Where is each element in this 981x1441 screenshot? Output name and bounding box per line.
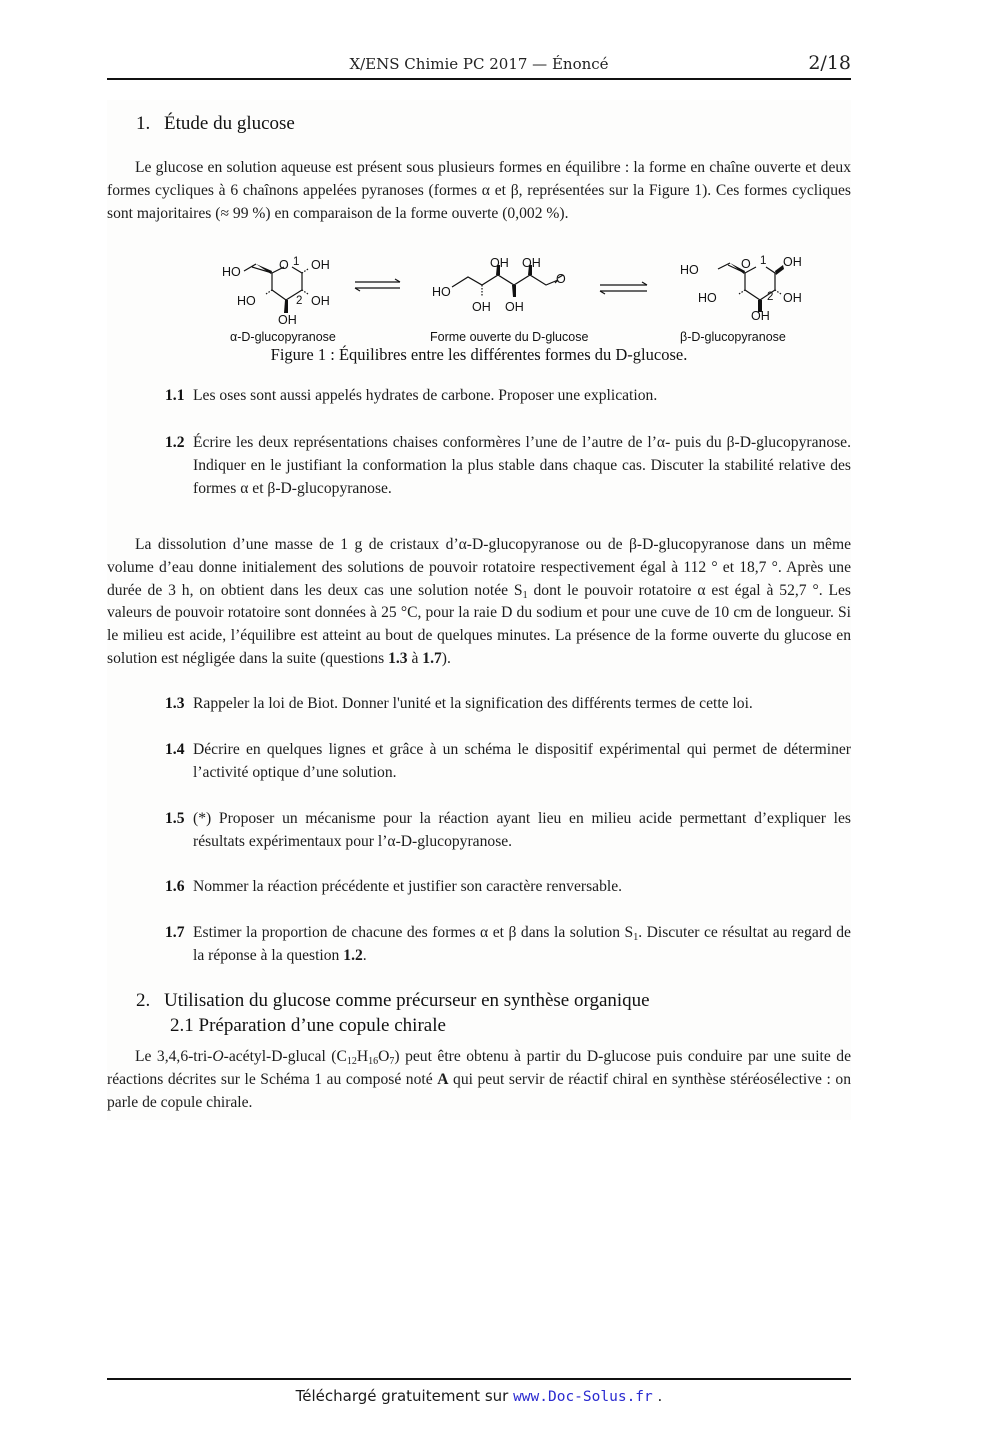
subscript: 1 (522, 589, 528, 601)
question-1-5 (165, 807, 851, 853)
paragraph-text: ). (441, 649, 451, 667)
paragraph-text: ) peut être obtenu à partir du D-glucose puis conduire par une suite de réactions décrites sur le Schéma 1 au composé noté (107, 1048, 851, 1088)
atom-label-ho: HO (680, 263, 699, 277)
compound-a-label: A (437, 1070, 449, 1088)
question-1-6 (165, 875, 851, 898)
atom-label-oh: OH (783, 255, 802, 269)
question-1-1 (165, 384, 851, 407)
equilibrium-arrows-2 (600, 282, 647, 294)
atom-label-oh: OH (505, 300, 524, 314)
question-text: Écrire les deux représentations chaises conformères l’une de l’autre de l’α- puis du β-D-glucopyranose. Indiquer en le justifiant la conformation la plus stable dans chaque cas. Discuter la stabilité relative des formes α et β-D-glucopyranose. (193, 434, 851, 497)
atom-label-ho: HO (698, 291, 717, 305)
question-text: (*) Proposer un mécanisme pour la réaction ayant lieu en milieu acide permettant d’expliquer les résultats expérimentaux pour l’α-D-glucopyranose. (193, 810, 851, 850)
atom-label-c1: 1 (760, 255, 767, 267)
atom-label-o: O (556, 272, 566, 286)
section-title: Étude du glucose (164, 113, 295, 134)
figure-caption: Figure 1 : Équilibres entre les différentes formes du D-glucose. (270, 345, 688, 364)
question-text: . Discuter ce résultat au regard de la réponse à la question (193, 924, 851, 964)
subscript: 16 (368, 1056, 379, 1067)
atom-label-oh: OH (490, 256, 509, 270)
beta-glucopyranose-structure (718, 263, 784, 312)
atom-label-oh: OH (311, 294, 330, 308)
atom-label-ho: HO (222, 265, 241, 279)
page-number: 2/18 (808, 52, 851, 74)
document-title: X/ENS Chimie PC 2017 — Énoncé (349, 55, 609, 73)
question-number: 1.3 (165, 695, 185, 712)
atom-label-oh: OH (783, 291, 802, 305)
alpha-glucopyranose-label: α-D-glucopyranose (230, 330, 336, 344)
question-1-3 (165, 692, 851, 715)
open-chain-glucose-label: Forme ouverte du D-glucose (430, 330, 589, 344)
question-text: Nommer la réaction précédente et justifier son caractère renversable. (193, 878, 623, 895)
paragraph-text: qui peut servir de réactif chiral en synthèse stéréosélective : on parle de copule chirale. (107, 1070, 851, 1111)
question-number: 1.2 (165, 434, 185, 451)
section-title: Utilisation du glucose comme précurseur en synthèse organique (164, 990, 650, 1011)
footer-text: Téléchargé gratuitement sur (295, 1387, 514, 1405)
question-text: Estimer la proportion de chacune des formes α et β dans la solution S (193, 924, 634, 941)
question-number: 1.1 (165, 387, 185, 404)
section-number: 1. (136, 113, 151, 134)
italic-o: O (212, 1048, 224, 1065)
atom-label-oh: OH (278, 313, 297, 327)
question-text: Les oses sont aussi appelés hydrates de carbone. Proposer une explication. (193, 387, 658, 404)
atom-label-ho: HO (237, 294, 256, 308)
paragraph-text: à (407, 649, 423, 667)
subscript: 7 (389, 1056, 395, 1067)
intro-paragraph: Le glucose en solution aqueuse est présent sous plusieurs formes en équilibre : la forme en chaîne ouverte et deux formes cycliques à 6 chaînons appelées pyranoses (formes α et β, représentées sur la Figure 1). Ces formes cycliques sont majoritaires (≈ 99 %) en comparaison de la forme ouverte (0,002 %). (107, 159, 851, 222)
question-reference: 1.7 (422, 649, 442, 667)
atom-label-ho: HO (432, 285, 451, 299)
section-1-heading (136, 113, 295, 135)
beta-glucopyranose-label: β-D-glucopyranose (680, 330, 786, 344)
formula-o: O (378, 1048, 390, 1065)
page-header (107, 52, 851, 80)
atom-label-oh: OH (522, 256, 541, 270)
subscript: 1 (633, 932, 639, 943)
section-number: 2. (136, 990, 151, 1011)
atom-label-o: O (741, 257, 751, 271)
paragraph-text: -acétyl-D-glucal (C (223, 1048, 347, 1065)
atom-label-oh: OH (311, 258, 330, 272)
atom-label-c2: 2 (296, 295, 303, 307)
atom-label-c1: 1 (293, 256, 300, 268)
question-number: 1.4 (165, 741, 185, 758)
subscript: 12 (346, 1056, 357, 1067)
section-2-heading (136, 990, 650, 1012)
atom-label-oh: OH (751, 309, 770, 323)
question-1-4 (165, 738, 851, 784)
question-1-2 (165, 431, 851, 500)
question-text: . (362, 947, 367, 964)
formula-h: H (356, 1048, 369, 1065)
glucal-paragraph (107, 1046, 851, 1114)
subsection-2-1-heading: 2.1 Préparation d’une copule chirale (170, 1015, 446, 1036)
atom-label-oh: OH (472, 300, 491, 314)
paragraph-text: dont le pouvoir rotatoire α est égal à 52,7 °. Les valeurs de pouvoir rotatoire sont données à 25 °C, pour la raie D du sodium et pour une cuve de 10 cm de longueur. Si le milieu est acide, l’équilibre est atteint au bout de quelques minutes. La présence de la forme ouverte du glucose en solution est négligée dans la suite (questions (107, 581, 851, 667)
page-footer (107, 1387, 851, 1405)
question-1-7 (165, 921, 851, 967)
question-reference: 1.3 (388, 649, 408, 667)
question-number: 1.6 (165, 878, 185, 895)
question-text: Décrire en quelques lignes et grâce à un schéma le dispositif expérimental qui permet de déterminer l’activité optique d’une solution. (193, 741, 851, 781)
paragraph-text: La dissolution d’une masse de 1 g de cristaux d’α-D-glucopyranose ou de β-D-glucopyranose dans un même volume d’eau donne initialement des solutions de pouvoir rotatoire respectivement égal à 112 ° et 18,7 °. Après une durée de 3 h, on obtient dans les deux cas une solution notée S (107, 536, 851, 599)
question-number: 1.5 (165, 810, 185, 827)
paragraph-text: Le 3,4,6-tri- (135, 1048, 213, 1065)
footer-divider (107, 1378, 851, 1380)
question-text: Rappeler la loi de Biot. Donner l'unité et la signification des différents termes de cette loi. (193, 695, 753, 712)
doc-solus-link[interactable]: www.Doc-Solus.fr (513, 1389, 653, 1405)
equilibrium-arrows-1 (355, 279, 400, 291)
dissolution-paragraph (107, 534, 851, 671)
figure-1 (200, 245, 810, 350)
atom-label-c2: 2 (767, 291, 774, 303)
footer-end: . (652, 1387, 663, 1405)
question-number: 1.7 (165, 924, 185, 941)
atom-label-o: O (279, 258, 289, 272)
question-reference: 1.2 (343, 947, 363, 964)
